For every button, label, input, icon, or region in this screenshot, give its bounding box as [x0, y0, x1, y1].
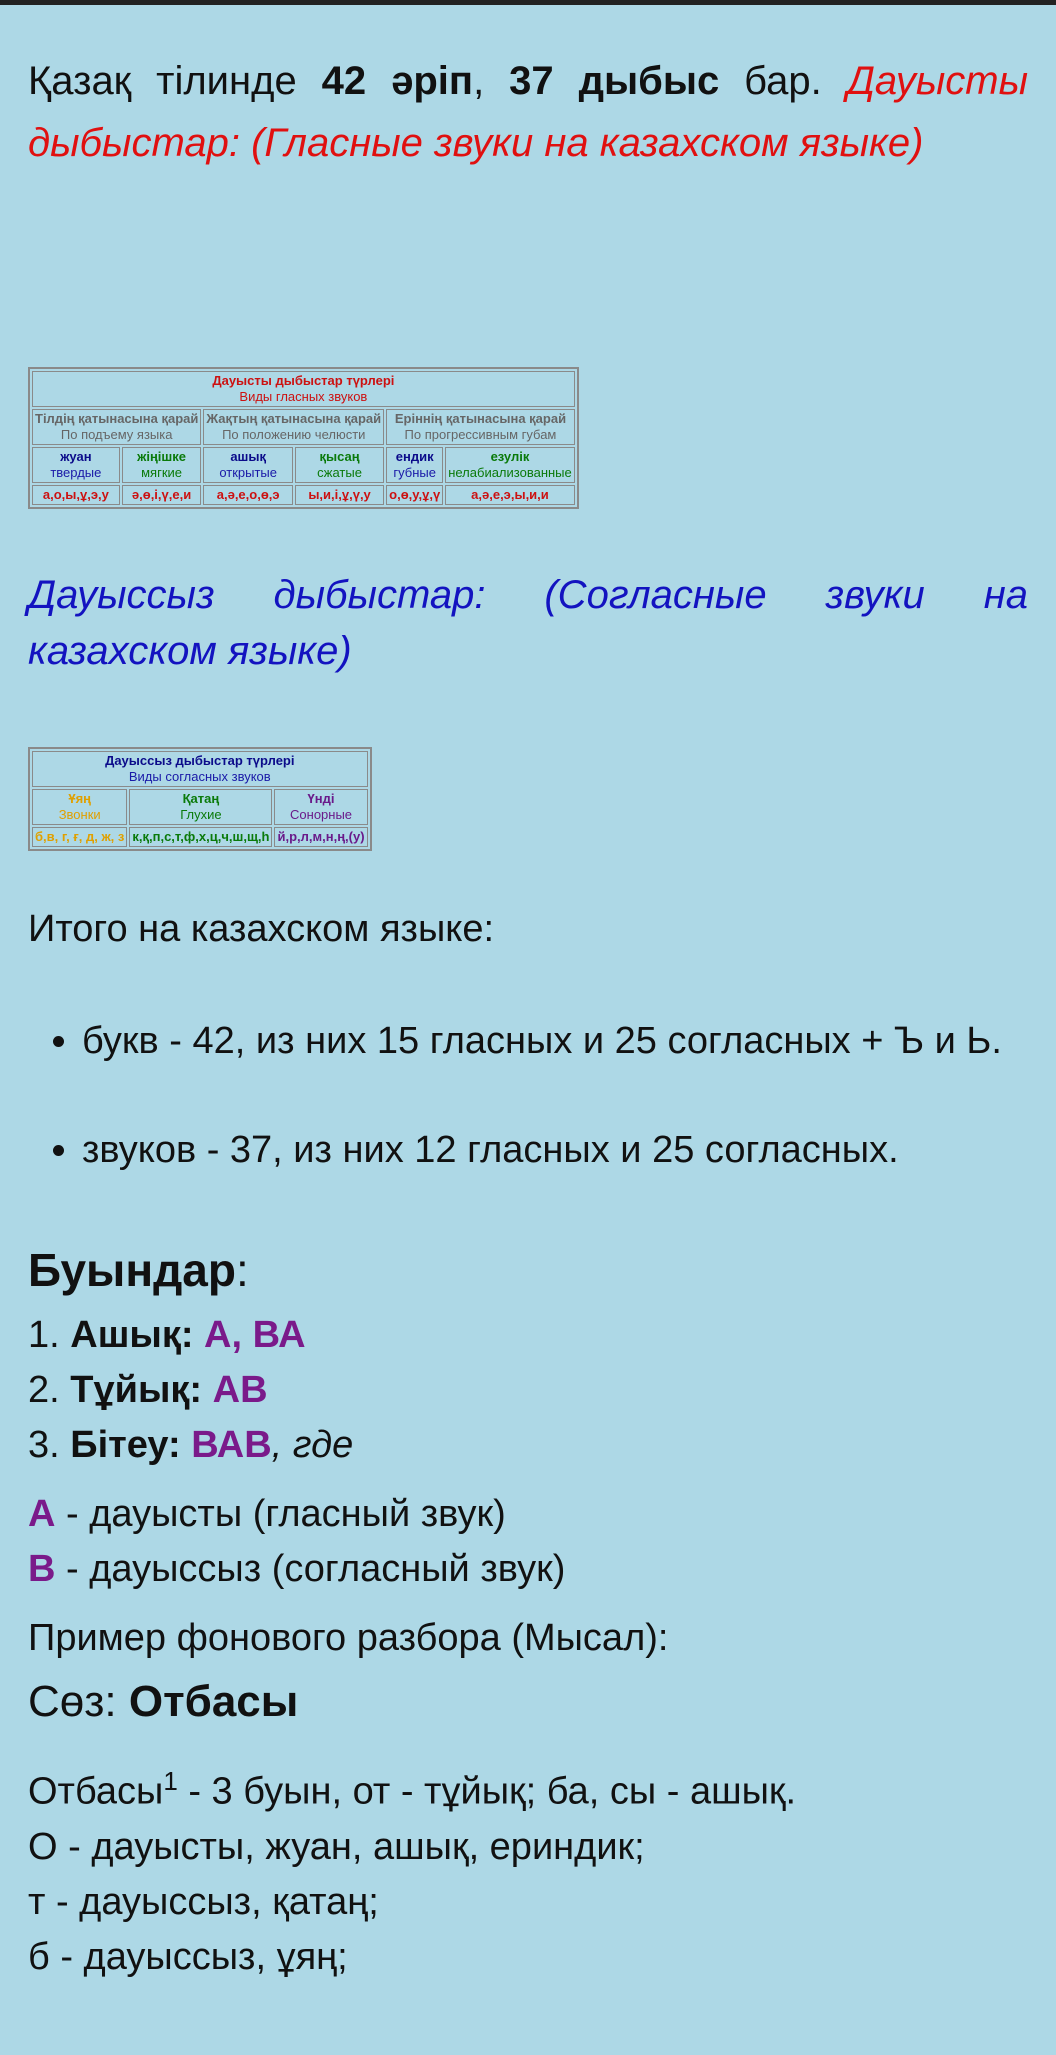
group-tongue	[32, 409, 201, 445]
word-label: Сөз:	[28, 1677, 129, 1726]
item-pattern: ВАВ	[180, 1424, 272, 1466]
analysis-line: б - дауыссыз, ұяң;	[28, 1935, 348, 1978]
letters-count: 42 әріп	[321, 59, 474, 103]
letters-cell: а,ә,е,э,ы,и,и	[445, 485, 575, 505]
syllable-item	[28, 1418, 1028, 1473]
type-kz: ашық	[230, 449, 266, 464]
item-number: 3.	[28, 1424, 71, 1466]
letters-cell: б,в, г, ғ, д, ж, з	[32, 827, 127, 847]
intro-text: Қазақ тілинде	[28, 59, 322, 103]
consonants-table	[28, 747, 372, 851]
legend-line	[28, 1542, 1028, 1597]
type-ru: Глухие	[180, 807, 222, 822]
intro-comma: ,	[473, 59, 510, 103]
syllables-title: Буындар	[28, 1244, 236, 1296]
analysis-word: Отбасы	[28, 1770, 164, 1813]
type-cell	[32, 447, 120, 483]
type-cell	[274, 789, 367, 825]
sounds-count: 37 дыбыс	[509, 59, 720, 103]
group-ru: По прогрессивным губам	[404, 427, 557, 442]
type-kz: ендик	[395, 449, 434, 464]
letters-cell: а,ә,е,о,ө,э	[203, 485, 293, 505]
type-kz: Қатаң	[182, 791, 220, 806]
legend-text: - дауыссыз (согласный звук)	[55, 1548, 566, 1590]
type-cell	[445, 447, 575, 483]
vowels-table-header	[32, 371, 575, 407]
group-kz: Жақтың қатынасына қарай	[206, 411, 382, 426]
legend-symbol: В	[28, 1548, 56, 1590]
type-ru: Сонорные	[290, 807, 353, 822]
vowels-table-subtitle: Виды гласных звуков	[239, 389, 368, 404]
vowels-heading: Дауысты дыбыстар: (Гласные звуки на казахском языке)	[28, 59, 1029, 165]
list-item: • звуков - 37, из них 12 гласных и 25 согласных.	[82, 1122, 1028, 1178]
top-bar	[0, 0, 1056, 5]
type-ru: Звонки	[58, 807, 101, 822]
analysis-line: т - дауыссыз, қатаң;	[28, 1880, 379, 1923]
letters-cell: й,р,л,м,н,ң,(у)	[274, 827, 367, 847]
consonants-table-title: Дауыссыз дыбыстар түрлері	[105, 753, 295, 768]
item-pattern: АВ	[202, 1369, 268, 1411]
analysis-line	[28, 1754, 1028, 1820]
type-ru: твердые	[50, 465, 102, 480]
item-term: Тұйық:	[70, 1369, 203, 1411]
group-ru: По подъему языка	[60, 427, 173, 442]
type-ru: губные	[393, 465, 436, 480]
item-pattern: А, ВА	[193, 1314, 306, 1356]
item-tail: , где	[271, 1424, 354, 1466]
letters-cell: ә,ө,і,ү,е,и	[122, 485, 202, 505]
type-kz: жіңішке	[137, 449, 186, 464]
item-number: 2.	[28, 1369, 71, 1411]
summary-heading: Итого на казахском языке:	[28, 908, 495, 950]
consonants-table-header	[32, 751, 368, 787]
letters-cell: к,қ,п,с,т,ф,х,ц,ч,ш,щ,һ	[129, 827, 272, 847]
group-kz: Тілдің қатынасына қарай	[35, 411, 199, 426]
letters-cell: а,о,ы,ұ,э,у	[32, 485, 120, 505]
syllables-heading	[28, 1240, 1028, 1300]
consonants-heading: Дауыссыз дыбыстар: (Согласные звуки на казахском языке)	[28, 573, 1028, 673]
legend-symbol: А	[28, 1493, 56, 1535]
letters-cell: о,ө,у,ұ,ү	[386, 485, 443, 505]
footnote-marker: 1	[163, 1766, 178, 1796]
item-term: Ашық:	[70, 1314, 194, 1356]
type-cell	[32, 789, 127, 825]
intro-paragraph	[28, 50, 1028, 174]
type-kz: Үнді	[307, 791, 335, 806]
vowels-table-title: Дауысты дыбыстар түрлері	[212, 373, 395, 388]
type-ru: сжатые	[317, 465, 362, 480]
group-ru: По положению челюсти	[222, 427, 366, 442]
type-ru: открытые	[219, 465, 277, 480]
type-kz: езулік	[490, 449, 530, 464]
syllable-item	[28, 1308, 1028, 1363]
type-cell	[295, 447, 384, 483]
analysis-text: - 3 буын, от - тұйық; ба, сы - ашық.	[177, 1770, 797, 1813]
word-value: Отбасы	[128, 1677, 299, 1726]
list-item: • букв - 42, из них 15 гласных и 25 согласных + Ъ и Ь.	[82, 1013, 1028, 1069]
example-heading: Пример фонового разбора (Мысал):	[28, 1617, 669, 1659]
type-kz: Ұяң	[68, 791, 92, 806]
summary-list	[28, 1013, 1028, 1178]
type-ru: нелабиализованные	[448, 465, 572, 480]
group-lips	[386, 409, 575, 445]
legend-line	[28, 1487, 1028, 1542]
article-content	[28, 50, 1028, 1985]
letters-cell: ы,и,і,ұ,ү,у	[295, 485, 384, 505]
analysis-line: О - дауысты, жуан, ашық, ериндик;	[28, 1825, 645, 1868]
type-cell	[129, 789, 272, 825]
group-kz: Еріннің қатынасына қарай	[394, 411, 567, 426]
syllables-colon: :	[236, 1244, 249, 1296]
vowels-table	[28, 367, 579, 509]
type-cell	[122, 447, 202, 483]
item-term: Бітеу:	[70, 1424, 181, 1466]
legend-text: - дауысты (гласный звук)	[55, 1493, 506, 1535]
intro-text-2: бар.	[719, 59, 847, 103]
type-kz: жуан	[60, 449, 92, 464]
group-jaw	[203, 409, 384, 445]
example-word	[28, 1672, 1028, 1732]
type-cell	[203, 447, 293, 483]
item-number: 1.	[28, 1314, 71, 1356]
type-kz: қысаң	[319, 449, 360, 464]
type-cell	[386, 447, 443, 483]
consonants-table-subtitle: Виды согласных звуков	[128, 769, 271, 784]
type-ru: мягкие	[141, 465, 182, 480]
syllable-item	[28, 1363, 1028, 1418]
